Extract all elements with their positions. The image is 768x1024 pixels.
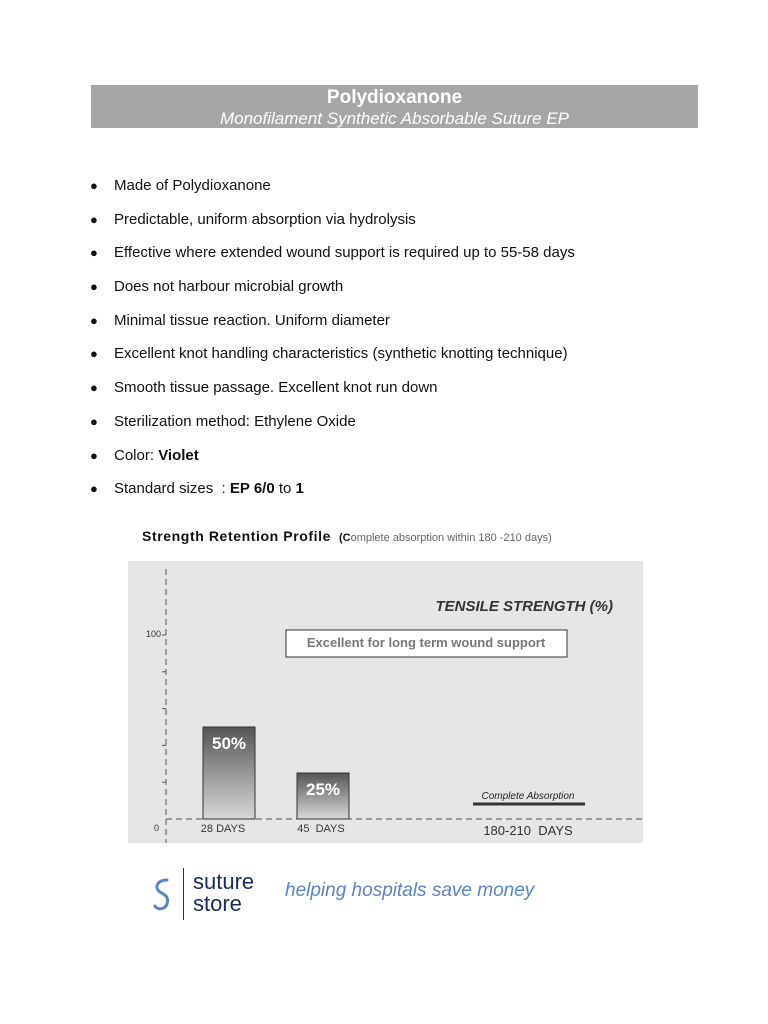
bullet-icon: ● <box>90 211 98 227</box>
list-item: ● Made of Polydioxanone <box>90 177 271 194</box>
list-item: ● Excellent knot handling characteristics (synthetic knotting technique) <box>90 345 568 363</box>
chart-heading-note: (Complete absorption within 180 -210 days) <box>338 532 552 544</box>
bullet-icon: ● <box>90 481 98 497</box>
bullet-icon: ● <box>90 245 98 261</box>
list-item-color: ● Color: Violet <box>90 446 199 464</box>
bullet-icon: ● <box>90 279 98 295</box>
logo <box>137 862 277 926</box>
bullet-icon: ● <box>90 380 98 396</box>
x-tick-label: 28 DAYS <box>200 823 246 835</box>
chart-title: TENSILE STRENGTH (%) <box>435 598 613 615</box>
bullet-icon: ● <box>90 447 98 463</box>
list-item: ● Minimal tissue reaction. Uniform diameter <box>90 311 390 329</box>
document-title: Polydioxanone <box>326 87 463 108</box>
tagline: helping hospitals save money <box>285 880 535 901</box>
document-subtitle: Monofilament Synthetic Absorbable Suture EP <box>219 109 569 128</box>
list-item: ● Sterilization method: Ethylene Oxide <box>90 412 356 430</box>
x-tick-label: 180-210 DAYS <box>483 823 573 838</box>
list-item: ● Effective where extended wound support is required up to 55-58 days <box>90 244 575 262</box>
y-tick-label-100: 100 <box>145 629 161 639</box>
logo-word-suture: suture <box>193 869 255 894</box>
chart-heading-main: Strength Retention Profile <box>142 528 332 544</box>
complete-absorption-label: Complete Absorption <box>481 791 575 802</box>
x-tick-label: 45 DAYS <box>297 823 345 835</box>
size-min: EP 6/0 <box>229 480 275 498</box>
y-tick-label-0: 0 <box>153 823 159 833</box>
bar-value-label: 50% <box>211 734 247 753</box>
bar-value-label: 25% <box>305 780 341 799</box>
title-banner <box>91 85 698 128</box>
list-item: ● Does not harbour microbial growth <box>90 278 344 296</box>
chart-heading <box>142 528 552 544</box>
bullet-icon: ● <box>90 346 98 362</box>
list-item: ● Smooth tissue passage. Excellent knot run down <box>90 379 438 397</box>
logo-word-store: store <box>193 891 242 916</box>
bullet-icon: ● <box>90 178 98 193</box>
color-value: Violet <box>158 446 199 464</box>
list-item: ● Predictable, uniform absorption via hydrolysis <box>90 210 416 228</box>
feature-list <box>90 176 710 513</box>
logo-swirl-icon <box>149 874 177 914</box>
bullet-icon: ● <box>90 312 98 328</box>
bullet-icon: ● <box>90 413 98 429</box>
annotation-text: Excellent for long term wound support <box>306 635 546 650</box>
size-max: 1 <box>295 480 304 498</box>
list-item-sizes: ● Standard sizes : EP 6/0 to 1 <box>90 480 304 498</box>
logo-divider <box>183 868 184 920</box>
strength-retention-chart <box>128 561 643 843</box>
